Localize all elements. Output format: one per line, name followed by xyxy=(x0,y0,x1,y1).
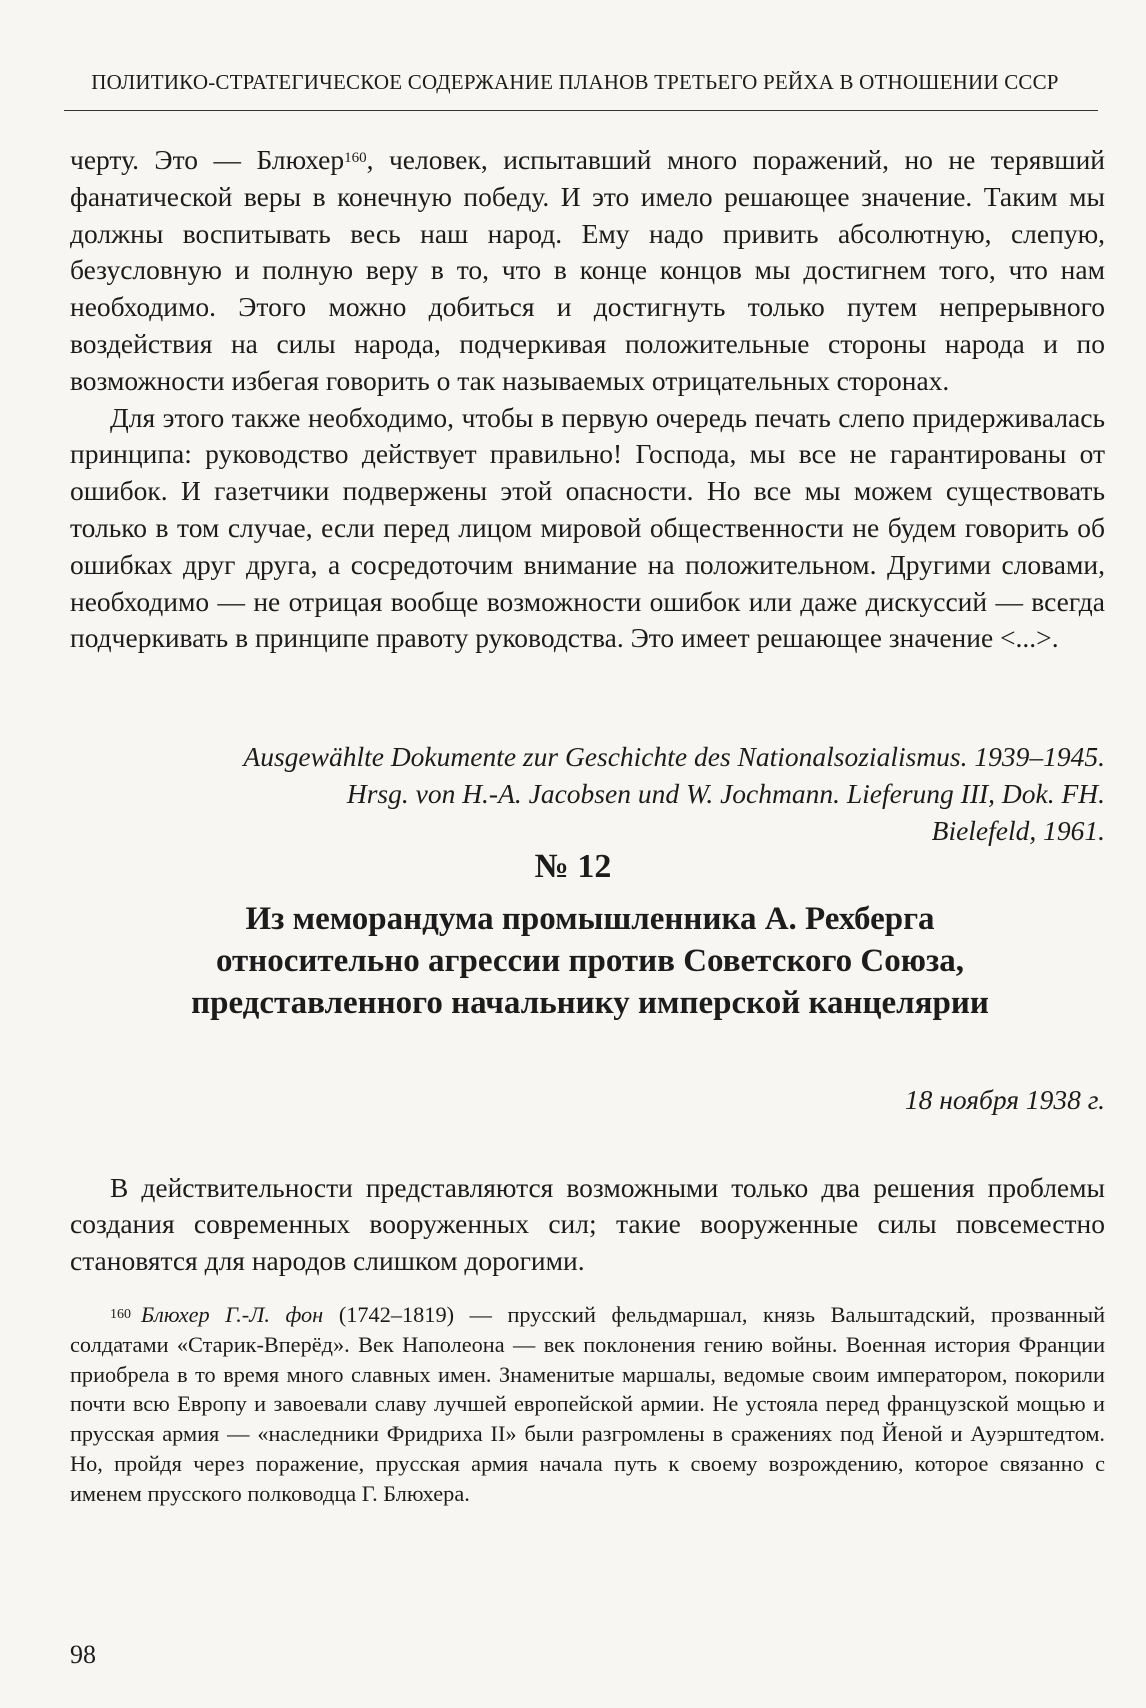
source-citation xyxy=(70,738,1105,849)
paragraph-1-rest: , человек, испытавший много поражений, но не терявший фанатической веры в конечную победу. И это имело решающее значение. Таким мы должны воспитывать весь наш народ. Ему надо привить абсолютную, слепую, безусловную и полную веру в то, что в конце концов мы достигнем того, что нам необходимо. Этого можно добиться и достигнуть только путем непрерывного воздействия на силы народа, подчеркивая положительные стороны народа и по возможности избегая говорить о так называемых отрицательных сторонах. xyxy=(70,144,1106,396)
main-text xyxy=(70,142,1105,657)
document-title xyxy=(80,898,1100,1024)
running-head: ПОЛИТИКО-СТРАТЕГИЧЕСКОЕ СОДЕРЖАНИЕ ПЛАНОВ ТРЕТЬЕГО РЕЙХА В ОТНОШЕНИИ СССР xyxy=(91,70,1059,94)
document-text: В действительности представляются возможными только два решения проблемы создания современных вооруженных сил; такие вооруженные силы повсеместно становятся для народов слишком дорогими. xyxy=(70,1171,1105,1277)
paragraph-1-start: черту. Это — Блюхер xyxy=(70,144,345,175)
paragraph-2: Для этого также необходимо, чтобы в первую очередь печать слепо придерживалась принципа: руководство действует правильно! Господа, мы все не гарантированы от ошибок. И газетчики подвержены этой опасности. Но все мы можем существовать только в том случае, если перед лицом мировой общественности не будем говорить об ошибках друг друга, а сосредоточим внимание на положительном. Другими словами, необходимо — не отрицая вообще возможности ошибок или даже дискуссий — всегда подчеркивать в принципе правоту руководства. Это имеет решающее значение <...>. xyxy=(70,401,1105,654)
footnote-name: Блюхер Г.-Л. фон xyxy=(141,1302,324,1327)
document-number: № 12 xyxy=(534,848,612,885)
header-rule xyxy=(64,110,1098,111)
source-line-1: Ausgewählte Dokumente zur Geschichte des Nationalsozialismus. 1939–1945. xyxy=(243,741,1105,772)
page-number: 98 xyxy=(70,1640,96,1669)
source-line-2: Hrsg. von H.-A. Jacobsen und W. Jochmann. Lieferung III, Dok. FH. xyxy=(346,778,1105,809)
document-title-line-3: представленного начальнику имперской канцелярии xyxy=(191,985,989,1021)
footnote-reference: 160 xyxy=(344,150,367,166)
footnote xyxy=(70,1300,1105,1509)
footnote-text: (1742–1819) — прусский фельдмаршал, князь Вальштадский, прозванный солдатами «Старик-Вперёд». Век Наполеона — век поклонения гению войны. Военная история Франции приобрела в то время много славных имен. Знаменитые маршалы, ведомые своим императором, покорили почти всю Европу и завоевали славу лучшей европейской армии. Не устояла перед французской мощью и прусская армия — «наследники Фридриха II» были разгромлены в сражениях под Йеной и Ауэрштедтом. Но, пройдя через поражение, прусская армия начала путь к своему возрождению, которое связанно с именем прусского полководца Г. Блюхера. xyxy=(70,1302,1106,1506)
document-title-line-2: относительно агрессии против Советского Союза, xyxy=(215,943,964,979)
footnote-number: 160 xyxy=(110,1307,131,1322)
document-date: 18 ноября 1938 г. xyxy=(904,1084,1105,1115)
source-line-3: Bielefeld, 1961. xyxy=(931,815,1105,846)
paragraph-1 xyxy=(70,142,1105,400)
document-title-line-1: Из меморандума промышленника А. Рехберга xyxy=(245,901,935,937)
